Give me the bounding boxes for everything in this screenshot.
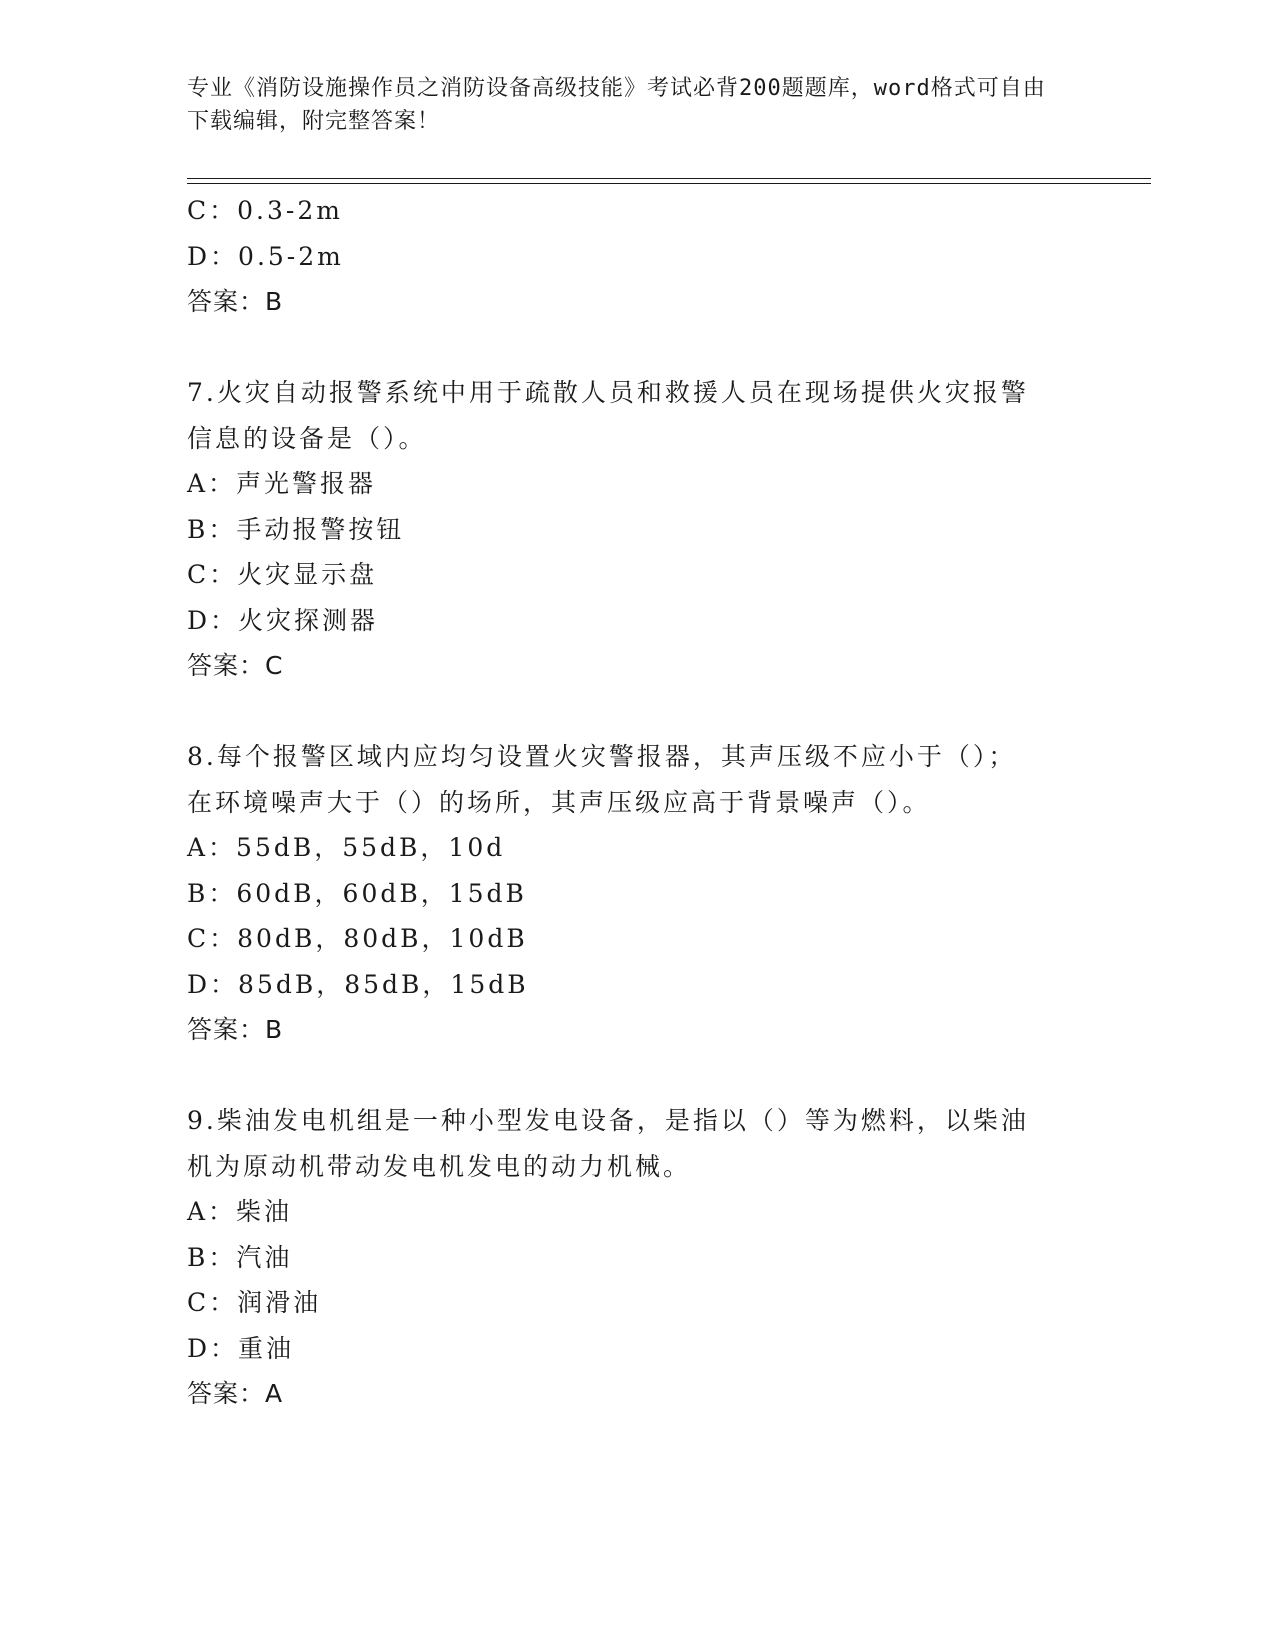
question-7 [187,370,1087,689]
option-a: A：声光警报器 [187,469,377,498]
option-c: C：0.3-2m [187,196,343,225]
question-stem-line: 8.每个报警区域内应均匀设置火灾警报器，其声压级不应小于（）； [187,742,1017,771]
question-stem-line: 信息的设备是（）。 [187,423,427,453]
option-c: C：80dB，80dB，10dB [187,924,528,953]
option-b: B：60dB，60dB，15dB [187,878,527,908]
header-divider-bottom [187,183,1151,184]
answer-line: 答案：B [187,287,284,316]
answer-line: 答案：B [187,1015,284,1044]
option-d: D：85dB，85dB，15dB [187,969,529,999]
option-d: D：重油 [187,1333,295,1363]
spacer [187,689,1087,735]
document-header: 专业《消防设施操作员之消防设备高级技能》考试必背200题题库，word格式可自由下载编辑，附完整答案！ [187,76,1046,134]
header-divider-top [187,178,1151,179]
option-d: D：火灾探测器 [187,605,379,635]
answer-line: 答案：C [187,651,284,680]
document-body [187,188,1087,1417]
spacer [187,1053,1087,1099]
option-d: D：0.5-2m [187,241,344,271]
option-c: C：润滑油 [187,1288,322,1317]
question-9 [187,1098,1087,1417]
option-c: C：火灾显示盘 [187,560,378,589]
option-a: A：55dB，55dB，10d [187,833,506,862]
partial-question [187,188,1087,325]
answer-line: 答案：A [187,1379,284,1408]
spacer [187,325,1087,371]
question-stem-line: 在环境噪声大于（）的场所，其声压级应高于背景噪声（）。 [187,787,931,817]
question-8 [187,734,1087,1053]
question-stem-line: 机为原动机带动发电机发电的动力机械。 [187,1151,692,1181]
option-b: B：手动报警按钮 [187,514,405,544]
option-a: A：柴油 [187,1197,293,1226]
question-stem-line: 7.火灾自动报警系统中用于疏散人员和救援人员在现场提供火灾报警 [187,378,1029,407]
option-b: B：汽油 [187,1242,293,1272]
question-stem-line: 9.柴油发电机组是一种小型发电设备，是指以（）等为燃料，以柴油 [187,1106,1029,1135]
